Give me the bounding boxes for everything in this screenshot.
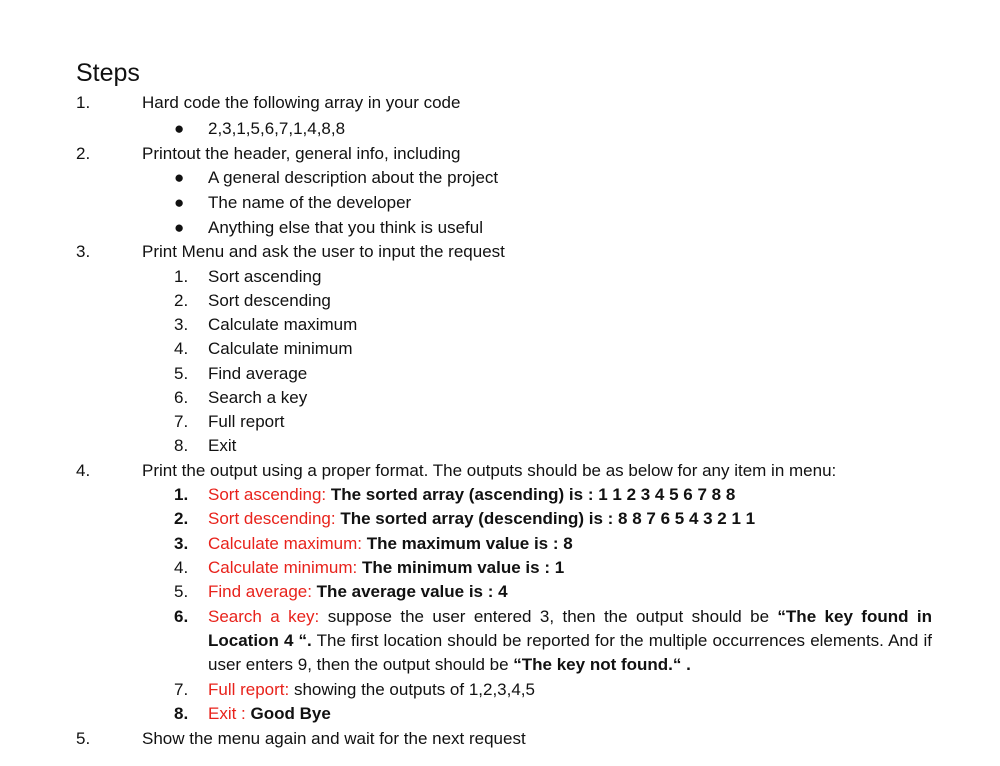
output-item-number: 5. bbox=[174, 582, 189, 601]
menu-item-number: 6. bbox=[174, 388, 189, 407]
menu-item-number: 2. bbox=[174, 291, 189, 310]
output-item bbox=[208, 702, 331, 726]
output-label: Search a key: bbox=[208, 607, 320, 626]
output-label: Find average: bbox=[208, 582, 312, 601]
output-label: Calculate minimum: bbox=[208, 558, 358, 577]
menu-item-label: Sort ascending bbox=[208, 267, 322, 286]
output-result: The sorted array (descending) is : 8 8 7 6 5 4 3 2 1 1 bbox=[335, 509, 756, 528]
step-number: 5. bbox=[76, 729, 91, 748]
output-item-number: 2. bbox=[174, 509, 189, 528]
step-text: Print the output using a proper format. The outputs should be as below for any item in menu: bbox=[142, 461, 837, 480]
output-item bbox=[208, 556, 564, 580]
page-title: Steps bbox=[76, 59, 140, 87]
menu-item-number: 7. bbox=[174, 412, 189, 431]
menu-item-label: Sort descending bbox=[208, 291, 331, 310]
output-label: Sort ascending: bbox=[208, 485, 327, 504]
menu-item-label: Calculate maximum bbox=[208, 315, 358, 334]
step-text: Hard code the following array in your code bbox=[142, 93, 461, 112]
step-number: 3. bbox=[76, 242, 91, 261]
step-text: Print Menu and ask the user to input the request bbox=[142, 242, 505, 261]
output-item-number: 4. bbox=[174, 558, 189, 577]
step-text: Printout the header, general info, including bbox=[142, 144, 461, 163]
output-result: The sorted array (ascending) is : 1 1 2 3 4 5 6 7 8 8 bbox=[326, 485, 736, 504]
output-item-number: 8. bbox=[174, 704, 189, 723]
output-result: Good Bye bbox=[245, 704, 331, 723]
output-item-number: 1. bbox=[174, 485, 189, 504]
step-number: 4. bbox=[76, 461, 91, 480]
step-text: Show the menu again and wait for the next request bbox=[142, 729, 526, 748]
output-result: showing the outputs of 1,2,3,4,5 bbox=[289, 680, 535, 699]
output-text: The first location should be reported for the multiple occurrences elements. And if user enters 9, then the output should be bbox=[208, 631, 932, 674]
output-quote: “The key found in Location 4 “. bbox=[208, 607, 932, 650]
bullet-item: A general description about the project bbox=[208, 168, 499, 187]
output-label: Exit : bbox=[208, 704, 246, 723]
bullet-item: 2,3,1,5,6,7,1,4,8,8 bbox=[208, 119, 346, 138]
menu-item-label: Search a key bbox=[208, 388, 308, 407]
output-item-search bbox=[208, 605, 932, 677]
step-number: 1. bbox=[76, 93, 91, 112]
output-item bbox=[208, 580, 508, 604]
bullet-icon: ● bbox=[174, 218, 185, 237]
output-result: The minimum value is : 1 bbox=[357, 558, 565, 577]
output-quote: “The key not found.“ . bbox=[513, 655, 691, 674]
output-label: Full report: bbox=[208, 680, 290, 699]
output-item bbox=[208, 507, 755, 531]
menu-item-number: 8. bbox=[174, 436, 189, 455]
output-label: Sort descending: bbox=[208, 509, 336, 528]
step-number: 2. bbox=[76, 144, 91, 163]
output-result: The average value is : 4 bbox=[311, 582, 508, 601]
bullet-icon: ● bbox=[174, 193, 185, 212]
output-item bbox=[208, 532, 573, 556]
output-item-number: 6. bbox=[174, 607, 189, 626]
output-item-number: 3. bbox=[174, 534, 189, 553]
menu-item-label: Find average bbox=[208, 364, 308, 383]
output-label: Calculate maximum: bbox=[208, 534, 362, 553]
output-item-number: 7. bbox=[174, 680, 189, 699]
menu-item-number: 1. bbox=[174, 267, 189, 286]
menu-item-number: 3. bbox=[174, 315, 189, 334]
menu-item-label: Full report bbox=[208, 412, 285, 431]
output-result: The maximum value is : 8 bbox=[362, 534, 573, 553]
bullet-icon: ● bbox=[174, 119, 185, 138]
menu-item-label: Exit bbox=[208, 436, 237, 455]
menu-item-number: 4. bbox=[174, 339, 189, 358]
menu-item-number: 5. bbox=[174, 364, 189, 383]
output-text: suppose the user entered 3, then the output should be bbox=[319, 607, 778, 626]
bullet-icon: ● bbox=[174, 168, 185, 187]
bullet-item: Anything else that you think is useful bbox=[208, 218, 483, 237]
output-item bbox=[208, 678, 535, 702]
menu-item-label: Calculate minimum bbox=[208, 339, 353, 358]
output-item bbox=[208, 483, 735, 507]
bullet-item: The name of the developer bbox=[208, 193, 412, 212]
